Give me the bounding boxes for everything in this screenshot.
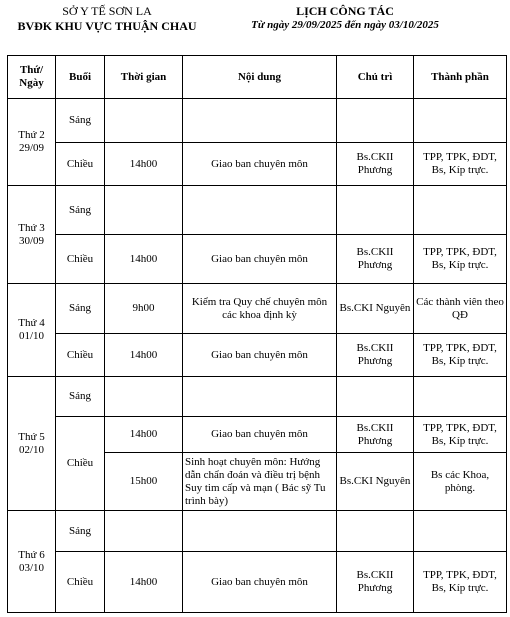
chair-cell	[337, 186, 414, 235]
members-cell: TPP, TPK, ĐDT, Bs, Kíp trực.	[414, 143, 507, 186]
chair-cell: Bs.CKII Phương	[337, 552, 414, 613]
table-row	[8, 284, 507, 334]
table-row	[8, 377, 507, 417]
content-cell: Giao ban chuyên môn	[183, 235, 337, 284]
day-cell	[8, 511, 56, 613]
session-cell: Sáng	[56, 99, 105, 143]
day-cell	[8, 377, 56, 511]
members-cell	[414, 377, 507, 417]
day-cell	[8, 99, 56, 186]
members-cell	[414, 511, 507, 552]
content-cell	[183, 377, 337, 417]
table-row	[8, 99, 507, 143]
session-cell: Sáng	[56, 284, 105, 334]
content-cell	[183, 99, 337, 143]
chair-cell: Bs.CKII Phương	[337, 235, 414, 284]
members-cell	[414, 186, 507, 235]
members-cell: TPP, TPK, ĐDT, Bs, Kíp trực.	[414, 552, 507, 613]
day-date: 03/10	[18, 561, 45, 574]
time-cell: 14h00	[105, 552, 183, 613]
organization-block	[12, 4, 202, 34]
content-cell: Kiểm tra Quy chế chuyên môn các khoa định kỳ	[183, 284, 337, 334]
day-date: 29/09	[18, 142, 45, 154]
session-cell: Chiều	[56, 235, 105, 284]
chair-cell: Bs.CKI Nguyên	[337, 453, 414, 511]
day-name: Thứ 5	[18, 430, 45, 443]
table-row	[8, 334, 507, 377]
table-row	[8, 235, 507, 284]
time-cell: 9h00	[105, 284, 183, 334]
table-row	[8, 552, 507, 613]
table-row	[8, 186, 507, 235]
title-block	[240, 4, 450, 31]
org-line-1: SỞ Y TẾ SƠN LA	[62, 4, 152, 18]
session-cell: Chiều	[56, 143, 105, 186]
day-name: Thứ 4	[18, 317, 45, 329]
members-cell: TPP, TPK, ĐDT, Bs, Kíp trực.	[414, 235, 507, 284]
time-cell: 15h00	[105, 453, 183, 511]
time-cell: 14h00	[105, 143, 183, 186]
content-cell	[183, 186, 337, 235]
org-line-2: BVĐK KHU VỰC THUẬN CHAU	[17, 19, 197, 33]
day-cell	[8, 284, 56, 377]
chair-cell: Bs.CKII Phương	[337, 143, 414, 186]
content-cell: Giao ban chuyên môn	[183, 143, 337, 186]
table-header-row	[8, 56, 507, 99]
col-header-content: Nội dung	[183, 56, 337, 99]
time-cell: 14h00	[105, 334, 183, 377]
col-header-session: Buổi	[56, 56, 105, 99]
table-row	[8, 143, 507, 186]
members-cell: Bs các Khoa, phòng.	[414, 453, 507, 511]
session-cell: Sáng	[56, 377, 105, 417]
document-header	[0, 0, 510, 55]
session-cell: Chiều	[56, 417, 105, 511]
chair-cell	[337, 377, 414, 417]
members-cell	[414, 99, 507, 143]
content-cell: Giao ban chuyên môn	[183, 417, 337, 453]
members-cell: TPP, TPK, ĐDT, Bs, Kíp trực.	[414, 334, 507, 377]
session-cell: Sáng	[56, 186, 105, 235]
session-cell: Chiều	[56, 552, 105, 613]
table-row	[8, 511, 507, 552]
content-cell: Giao ban chuyên môn	[183, 334, 337, 377]
day-name: Thứ 2	[18, 129, 45, 141]
document-title: LỊCH CÔNG TÁC	[296, 4, 394, 18]
content-cell	[183, 511, 337, 552]
schedule-table	[7, 55, 507, 613]
time-cell	[105, 377, 183, 417]
day-cell	[8, 186, 56, 284]
chair-cell	[337, 511, 414, 552]
session-cell: Sáng	[56, 511, 105, 552]
content-cell: Giao ban chuyên môn	[183, 552, 337, 613]
chair-cell	[337, 99, 414, 143]
chair-cell: Bs.CKII Phương	[337, 417, 414, 453]
col-header-time: Thời gian	[105, 56, 183, 99]
col-header-day: Thứ/ Ngày	[8, 56, 56, 99]
time-cell	[105, 511, 183, 552]
chair-cell: Bs.CKI Nguyên	[337, 284, 414, 334]
chair-cell: Bs.CKII Phương	[337, 334, 414, 377]
time-cell	[105, 186, 183, 235]
day-name: Thứ 6	[18, 548, 45, 561]
day-date: 01/10	[18, 330, 45, 342]
members-cell: TPP, TPK, ĐDT, Bs, Kíp trực.	[414, 417, 507, 453]
session-cell: Chiều	[56, 334, 105, 377]
content-cell: Sinh hoạt chuyên môn: Hướng dẫn chẩn đoán và điều trị bệnh Suy tim cấp và mạn ( Bác sỹ Tu trình bày)	[183, 453, 337, 511]
time-cell	[105, 99, 183, 143]
time-cell: 14h00	[105, 417, 183, 453]
day-date: 02/10	[18, 443, 45, 456]
col-header-chair: Chủ trì	[337, 56, 414, 99]
table-row	[8, 417, 507, 453]
members-cell: Các thành viên theo QĐ	[414, 284, 507, 334]
col-header-members: Thành phần	[414, 56, 507, 99]
date-range-subtitle: Từ ngày 29/09/2025 đến ngày 03/10/2025	[251, 19, 439, 31]
day-date: 30/09	[18, 234, 45, 247]
day-name: Thứ 3	[18, 221, 45, 234]
time-cell: 14h00	[105, 235, 183, 284]
